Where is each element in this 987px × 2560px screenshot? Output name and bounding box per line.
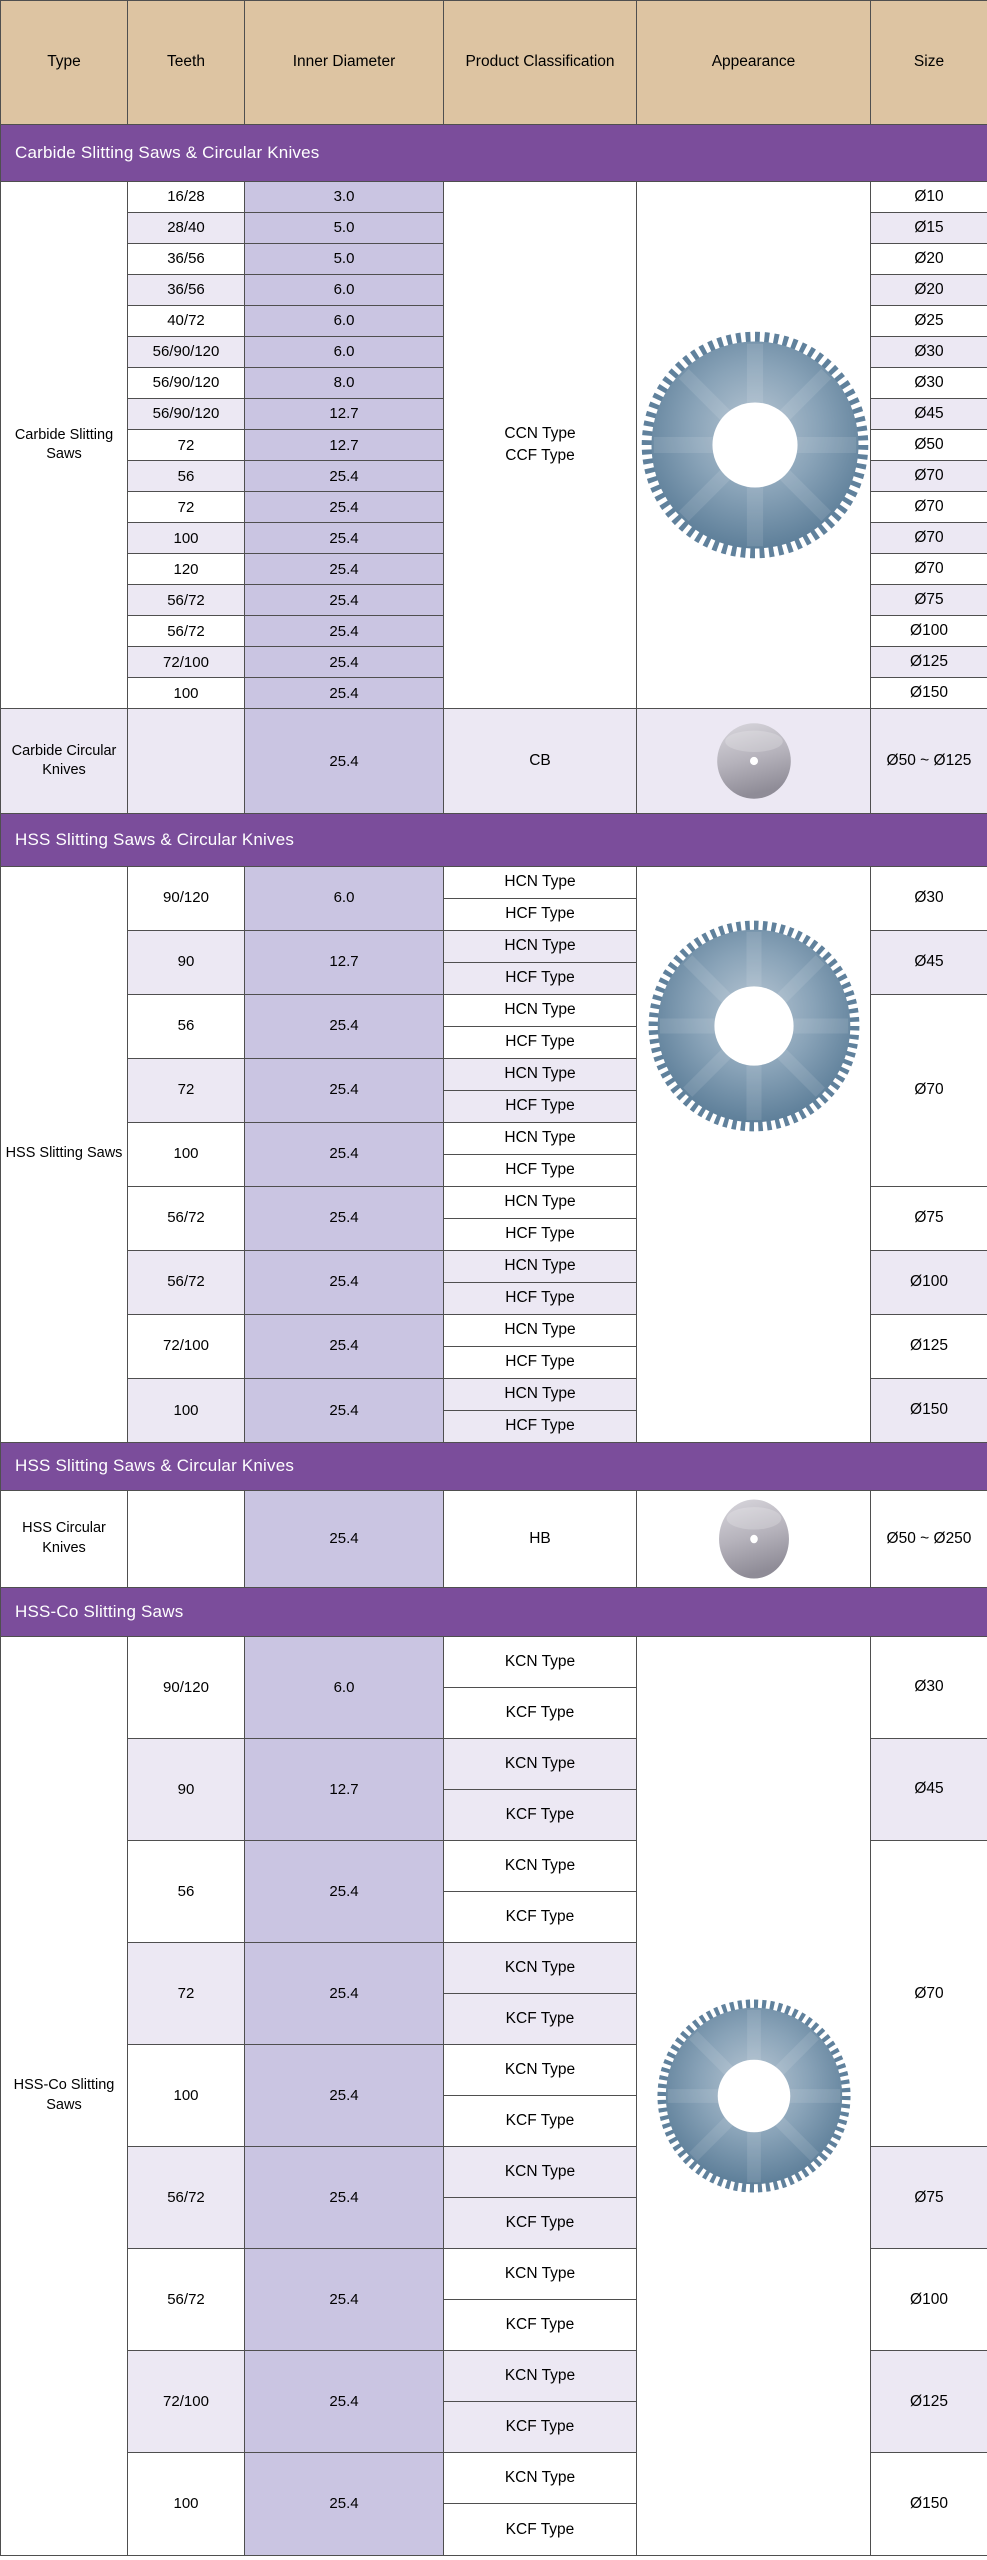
- column-header-inner-diameter: Inner Diameter: [245, 1, 444, 125]
- table-row: [1, 1490, 987, 1587]
- classification-cell: KCN Type: [444, 2045, 637, 2096]
- teeth-cell: 72: [128, 1058, 245, 1122]
- classification-cell: KCF Type: [444, 2198, 637, 2249]
- teeth-cell: 56: [128, 1841, 245, 1943]
- classification-cell: KCN Type: [444, 1738, 637, 1789]
- inner-diameter-cell: 5.0: [245, 244, 444, 275]
- size-cell: Ø15: [871, 213, 987, 244]
- size-cell: Ø75: [871, 2147, 987, 2249]
- type-cell-hss-slitting-saws: HSS Slitting Saws: [1, 866, 128, 1442]
- teeth-cell: 100: [128, 2453, 245, 2556]
- classification-cell: KCF Type: [444, 1790, 637, 1841]
- classification-cell: HCF Type: [444, 1346, 637, 1378]
- classification-line: CCN Type: [504, 425, 576, 443]
- teeth-cell: 72: [128, 1943, 245, 2045]
- size-cell: Ø100: [871, 616, 987, 647]
- inner-diameter-cell: 6.0: [245, 1636, 444, 1738]
- classification-cell: HCF Type: [444, 1026, 637, 1058]
- classification-cell: HB: [444, 1490, 637, 1587]
- size-cell: Ø125: [871, 2351, 987, 2453]
- classification-cell: HCN Type: [444, 866, 637, 898]
- size-cell: Ø125: [871, 647, 987, 678]
- column-header-teeth: Teeth: [128, 1, 245, 125]
- teeth-cell: [128, 709, 245, 814]
- classification-cell: HCN Type: [444, 1314, 637, 1346]
- size-cell: Ø10: [871, 182, 987, 213]
- inner-diameter-cell: 25.4: [245, 492, 444, 523]
- size-cell: Ø25: [871, 306, 987, 337]
- classification-cell: KCF Type: [444, 2096, 637, 2147]
- size-cell: Ø70: [871, 994, 987, 1186]
- teeth-cell: 36/56: [128, 275, 245, 306]
- inner-diameter-cell: 25.4: [245, 585, 444, 616]
- classification-cell: [444, 182, 637, 709]
- inner-diameter-cell: 12.7: [245, 930, 444, 994]
- teeth-cell: 72: [128, 430, 245, 461]
- teeth-cell: 72: [128, 492, 245, 523]
- teeth-cell: 56/72: [128, 2147, 245, 2249]
- saw-blade-image: [640, 330, 870, 560]
- inner-diameter-cell: 25.4: [245, 709, 444, 814]
- inner-diameter-cell: 3.0: [245, 182, 444, 213]
- classification-cell: HCN Type: [444, 1250, 637, 1282]
- size-cell: Ø150: [871, 2453, 987, 2556]
- classification-cell: CB: [444, 709, 637, 814]
- section-band-hss-knives: [1, 1442, 987, 1490]
- classification-cell: KCN Type: [444, 2453, 637, 2504]
- type-cell-hssco-slitting-saws: HSS-Co Slitting Saws: [1, 1636, 128, 2555]
- size-cell: Ø30: [871, 337, 987, 368]
- size-cell: Ø50 ~ Ø125: [871, 709, 987, 814]
- section-band-hssco: [1, 1587, 987, 1636]
- appearance-cell: [637, 1636, 871, 2555]
- classification-cell: KCN Type: [444, 1841, 637, 1892]
- size-cell: Ø70: [871, 554, 987, 585]
- table-row: [1, 182, 987, 213]
- teeth-cell: 56: [128, 461, 245, 492]
- section-band-label: HSS-Co Slitting Saws: [1, 1587, 987, 1636]
- teeth-cell: 90/120: [128, 1636, 245, 1738]
- column-header-product-classification: Product Classification: [444, 1, 637, 125]
- classification-cell: HCF Type: [444, 1090, 637, 1122]
- size-cell: Ø125: [871, 1314, 987, 1378]
- teeth-cell: [128, 1490, 245, 1587]
- type-cell-carbide-circular-knives: Carbide Circular Knives: [1, 709, 128, 814]
- classification-cell: KCF Type: [444, 1892, 637, 1943]
- size-cell: Ø50 ~ Ø250: [871, 1490, 987, 1587]
- classification-cell: HCN Type: [444, 930, 637, 962]
- appearance-cell: [637, 866, 871, 1442]
- teeth-cell: 100: [128, 1378, 245, 1442]
- inner-diameter-cell: 25.4: [245, 1122, 444, 1186]
- size-cell: Ø20: [871, 275, 987, 306]
- classification-cell: KCN Type: [444, 1636, 637, 1687]
- classification-line: CCF Type: [505, 447, 575, 465]
- classification-cell: KCN Type: [444, 2351, 637, 2402]
- inner-diameter-cell: 6.0: [245, 306, 444, 337]
- column-header-row: [1, 1, 987, 125]
- size-cell: Ø150: [871, 678, 987, 709]
- size-cell: Ø70: [871, 1841, 987, 2147]
- inner-diameter-cell: 6.0: [245, 866, 444, 930]
- teeth-cell: 72/100: [128, 1314, 245, 1378]
- inner-diameter-cell: 25.4: [245, 2351, 444, 2453]
- size-cell: Ø75: [871, 1186, 987, 1250]
- teeth-cell: 40/72: [128, 306, 245, 337]
- saw-blade-image: [647, 919, 861, 1133]
- size-cell: Ø30: [871, 1636, 987, 1738]
- classification-cell: HCN Type: [444, 1058, 637, 1090]
- size-cell: Ø20: [871, 244, 987, 275]
- classification-cell: KCF Type: [444, 1687, 637, 1738]
- type-cell-carbide-slitting-saws: Carbide Slitting Saws: [1, 182, 128, 709]
- teeth-cell: 28/40: [128, 213, 245, 244]
- inner-diameter-cell: 25.4: [245, 1490, 444, 1587]
- section-band-label: HSS Slitting Saws & Circular Knives: [1, 1442, 987, 1490]
- table-row: [1, 866, 987, 898]
- teeth-cell: 90: [128, 930, 245, 994]
- size-cell: Ø150: [871, 1378, 987, 1442]
- inner-diameter-cell: 25.4: [245, 1058, 444, 1122]
- teeth-cell: 56/72: [128, 616, 245, 647]
- teeth-cell: 56/72: [128, 2249, 245, 2351]
- teeth-cell: 56/72: [128, 585, 245, 616]
- teeth-cell: 56/72: [128, 1186, 245, 1250]
- classification-cell: KCN Type: [444, 1943, 637, 1994]
- teeth-cell: 72/100: [128, 647, 245, 678]
- teeth-cell: 36/56: [128, 244, 245, 275]
- classification-cell: HCN Type: [444, 1122, 637, 1154]
- inner-diameter-cell: 5.0: [245, 213, 444, 244]
- teeth-cell: 56/72: [128, 1250, 245, 1314]
- column-header-type: Type: [1, 1, 128, 125]
- inner-diameter-cell: 25.4: [245, 1943, 444, 2045]
- teeth-cell: 120: [128, 554, 245, 585]
- size-cell: Ø100: [871, 1250, 987, 1314]
- teeth-cell: 56/90/120: [128, 399, 245, 430]
- classification-cell: KCF Type: [444, 2402, 637, 2453]
- inner-diameter-cell: 12.7: [245, 1738, 444, 1840]
- classification-cell: HCF Type: [444, 1218, 637, 1250]
- appearance-cell: [637, 1490, 871, 1587]
- classification-cell: HCN Type: [444, 994, 637, 1026]
- inner-diameter-cell: 25.4: [245, 461, 444, 492]
- teeth-cell: 56/90/120: [128, 337, 245, 368]
- size-cell: Ø50: [871, 430, 987, 461]
- inner-diameter-cell: 25.4: [245, 1250, 444, 1314]
- inner-diameter-cell: 25.4: [245, 1378, 444, 1442]
- inner-diameter-cell: 25.4: [245, 1841, 444, 1943]
- teeth-cell: 100: [128, 1122, 245, 1186]
- classification-cell: HCF Type: [444, 1154, 637, 1186]
- teeth-cell: 90/120: [128, 866, 245, 930]
- classification-cell: HCF Type: [444, 1282, 637, 1314]
- size-cell: Ø70: [871, 523, 987, 554]
- column-header-appearance: Appearance: [637, 1, 871, 125]
- size-cell: Ø45: [871, 1738, 987, 1840]
- teeth-cell: 56: [128, 994, 245, 1058]
- size-cell: Ø45: [871, 399, 987, 430]
- circular-knife-image: [714, 720, 794, 802]
- inner-diameter-cell: 12.7: [245, 430, 444, 461]
- teeth-cell: 100: [128, 678, 245, 709]
- inner-diameter-cell: 8.0: [245, 368, 444, 399]
- classification-cell: KCN Type: [444, 2147, 637, 2198]
- inner-diameter-cell: 6.0: [245, 337, 444, 368]
- table-row: [1, 709, 987, 814]
- inner-diameter-cell: 12.7: [245, 399, 444, 430]
- size-cell: Ø30: [871, 866, 987, 930]
- column-header-size: Size: [871, 1, 987, 125]
- size-cell: Ø45: [871, 930, 987, 994]
- inner-diameter-cell: 25.4: [245, 1314, 444, 1378]
- section-band-carbide: [1, 125, 987, 182]
- classification-cell: HCN Type: [444, 1378, 637, 1410]
- inner-diameter-cell: 6.0: [245, 275, 444, 306]
- classification-cell: KCN Type: [444, 2249, 637, 2300]
- table-row: [1, 1636, 987, 1687]
- section-band-hss: [1, 814, 987, 866]
- teeth-cell: 90: [128, 1738, 245, 1840]
- inner-diameter-cell: 25.4: [245, 554, 444, 585]
- appearance-cell: [637, 182, 871, 709]
- teeth-cell: 56/90/120: [128, 368, 245, 399]
- section-band-label: Carbide Slitting Saws & Circular Knives: [1, 125, 987, 182]
- teeth-cell: 16/28: [128, 182, 245, 213]
- size-cell: Ø70: [871, 492, 987, 523]
- section-band-label: HSS Slitting Saws & Circular Knives: [1, 814, 987, 866]
- classification-cell: KCF Type: [444, 1994, 637, 2045]
- classification-cell: HCF Type: [444, 962, 637, 994]
- inner-diameter-cell: 25.4: [245, 2147, 444, 2249]
- type-cell-hss-circular-knives: HSS Circular Knives: [1, 1490, 128, 1587]
- size-cell: Ø70: [871, 461, 987, 492]
- size-cell: Ø30: [871, 368, 987, 399]
- classification-cell: KCF Type: [444, 2504, 637, 2556]
- teeth-cell: 100: [128, 2045, 245, 2147]
- inner-diameter-cell: 25.4: [245, 523, 444, 554]
- size-cell: Ø75: [871, 585, 987, 616]
- saw-blade-image: [656, 1998, 852, 2194]
- teeth-cell: 72/100: [128, 2351, 245, 2453]
- inner-diameter-cell: 25.4: [245, 678, 444, 709]
- inner-diameter-cell: 25.4: [245, 1186, 444, 1250]
- classification-cell: HCN Type: [444, 1186, 637, 1218]
- inner-diameter-cell: 25.4: [245, 2045, 444, 2147]
- inner-diameter-cell: 25.4: [245, 647, 444, 678]
- circular-knife-image: [716, 1496, 792, 1582]
- teeth-cell: 100: [128, 523, 245, 554]
- classification-cell: KCF Type: [444, 2300, 637, 2351]
- inner-diameter-cell: 25.4: [245, 994, 444, 1058]
- classification-cell: HCF Type: [444, 1410, 637, 1442]
- inner-diameter-cell: 25.4: [245, 616, 444, 647]
- inner-diameter-cell: 25.4: [245, 2249, 444, 2351]
- size-cell: Ø100: [871, 2249, 987, 2351]
- inner-diameter-cell: 25.4: [245, 2453, 444, 2556]
- appearance-cell: [637, 709, 871, 814]
- classification-cell: HCF Type: [444, 898, 637, 930]
